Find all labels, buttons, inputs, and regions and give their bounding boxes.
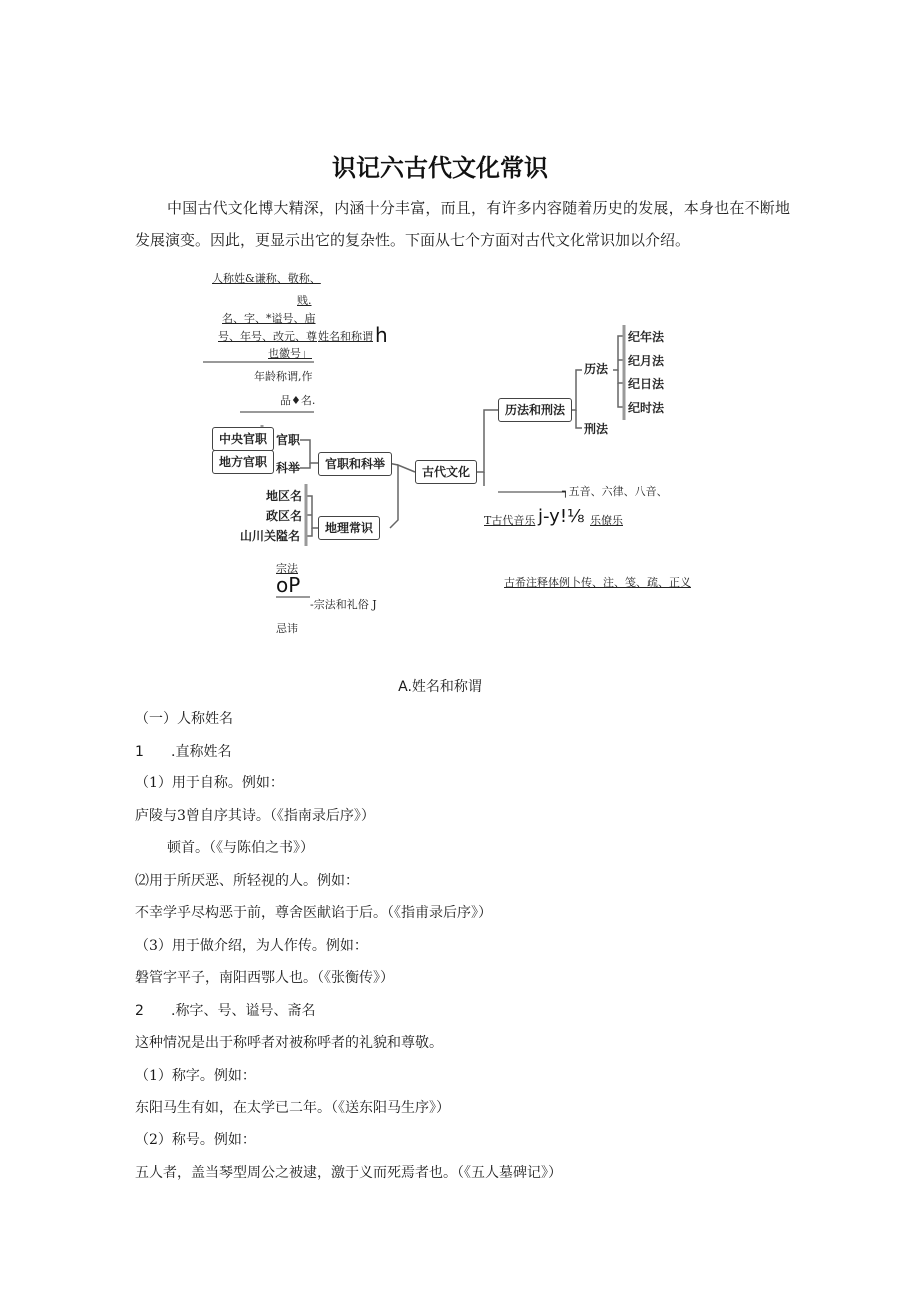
body-line <box>135 806 375 826</box>
body-line <box>135 709 233 729</box>
names-note-line-7: 品♦名. <box>280 394 316 407</box>
branch-geography: 地理常识 <box>318 516 380 540</box>
sub-official: 官职 <box>276 433 301 447</box>
body-line <box>135 936 368 956</box>
line-text: 庐陵与3曾自序其诗。（《指南录后序》） <box>135 808 375 824</box>
list-number: 1 <box>135 744 144 760</box>
leaf-month-method: 纪月法 <box>628 354 665 368</box>
leaf-region-name: 地区名 <box>266 489 303 503</box>
line-text: .直称姓名 <box>171 744 232 760</box>
branch-official-exam: 官职和科举 <box>318 452 392 476</box>
body-line <box>135 1066 256 1086</box>
line-text: 磐管字平子，南阳西鄂人也。（《张衡传》） <box>135 970 394 986</box>
body-line <box>135 773 284 793</box>
names-branch-label: 姓名和称谓 <box>318 330 373 343</box>
line-text: （2）称号。例如： <box>135 1132 256 1148</box>
music-items: ┐五音、六律、八音、 <box>562 485 668 498</box>
music-prefix: T古代音乐 <box>484 514 536 527</box>
body-line <box>135 742 231 762</box>
body-line <box>135 903 492 923</box>
line-text: 不幸学乎尽构恶于前，尊舍医献谄于后。（《指甫录后序》） <box>135 905 492 921</box>
names-note-line-6: 年龄称谓,作 <box>254 370 313 383</box>
body-line <box>135 1163 562 1183</box>
annotation-styles: 古希注释体例卜传、注、笺、疏、正义 <box>504 576 691 589</box>
line-text: .称字、号、谥号、斋名 <box>171 1003 316 1019</box>
line-text: 五人者，盖当琴型周公之被逮，激于义而死焉者也。（《五人墓碑记》） <box>135 1165 562 1181</box>
line-text: 东阳马生有如，在太学已二年。（《送东阳马生序》） <box>135 1100 450 1116</box>
line-text: （1）称字。例如： <box>135 1068 256 1084</box>
page-title: 识记六古代文化常识 <box>332 154 548 182</box>
center-node: 古代文化 <box>415 460 477 484</box>
line-text: （一）人称姓名 <box>135 711 233 727</box>
names-note-line-5: 也徽号」 <box>268 347 312 360</box>
ritual-top: 宗法 <box>276 562 298 575</box>
body-line <box>135 968 394 988</box>
ritual-branch: -宗法和礼俗 J <box>310 598 377 611</box>
leaf-local-official: 地方官职 <box>212 450 274 474</box>
names-note-line-4: 号、年号、改元、尊 <box>218 330 317 343</box>
body-line <box>135 1033 443 1053</box>
list-number: 2 <box>135 1003 144 1019</box>
line-text: （1）用于自称。例如： <box>135 775 284 791</box>
leaf-mountain-pass: 山川关隘名 <box>240 529 301 543</box>
sub-penal-law: 刑法 <box>584 422 609 436</box>
leaf-admin-name: 政区名 <box>266 509 303 523</box>
intro-paragraph: 中国古代文化博大精深，内涵十分丰富，而且，有许多内容随着历史的发展，本身也在不断地发展演变。因此，更显示出它的复杂性。下面从七个方面对古代文化常识加以介绍。 <box>135 199 790 249</box>
section-heading: A.姓名和称谓 <box>398 679 482 695</box>
names-note-line-1: 人称姓&谦称、敬称、 <box>212 272 321 285</box>
names-note-line-3: 名、字、*谥号、庙 <box>222 312 316 325</box>
body-line <box>135 1130 256 1150</box>
line-text: ⑵用于所厌恶、所轻视的人。例如： <box>135 873 359 889</box>
line-text: 顿首。（《与陈伯之书》） <box>167 840 314 856</box>
sub-exam: 科举 <box>276 461 301 475</box>
body-line <box>167 838 314 858</box>
line-text: （3）用于做介绍，为人作传。例如： <box>135 938 368 954</box>
leaf-central-official: 中央官职 <box>212 427 274 451</box>
line-text: 这种情况是出于称呼者对被称呼者的礼貌和尊敬。 <box>135 1035 443 1051</box>
body-line <box>135 1001 315 1021</box>
names-note-line-2: 贱. <box>297 294 312 307</box>
names-branch-mark: h <box>375 323 388 347</box>
body-line <box>135 1098 450 1118</box>
ritual-bottom: 忌讳 <box>276 622 298 635</box>
branch-calendar-law: 历法和刑法 <box>498 398 572 422</box>
sub-calendar: 历法 <box>584 362 609 376</box>
body-line <box>135 871 359 891</box>
music-mark: j-y!⅛ <box>538 506 585 527</box>
music-suffix: 乐僚乐 <box>590 514 623 527</box>
leaf-year-method: 纪年法 <box>628 330 665 344</box>
leaf-day-method: 纪日法 <box>628 377 665 391</box>
ritual-mark: oP <box>276 573 301 597</box>
leaf-hour-method: 纪时法 <box>628 401 665 415</box>
